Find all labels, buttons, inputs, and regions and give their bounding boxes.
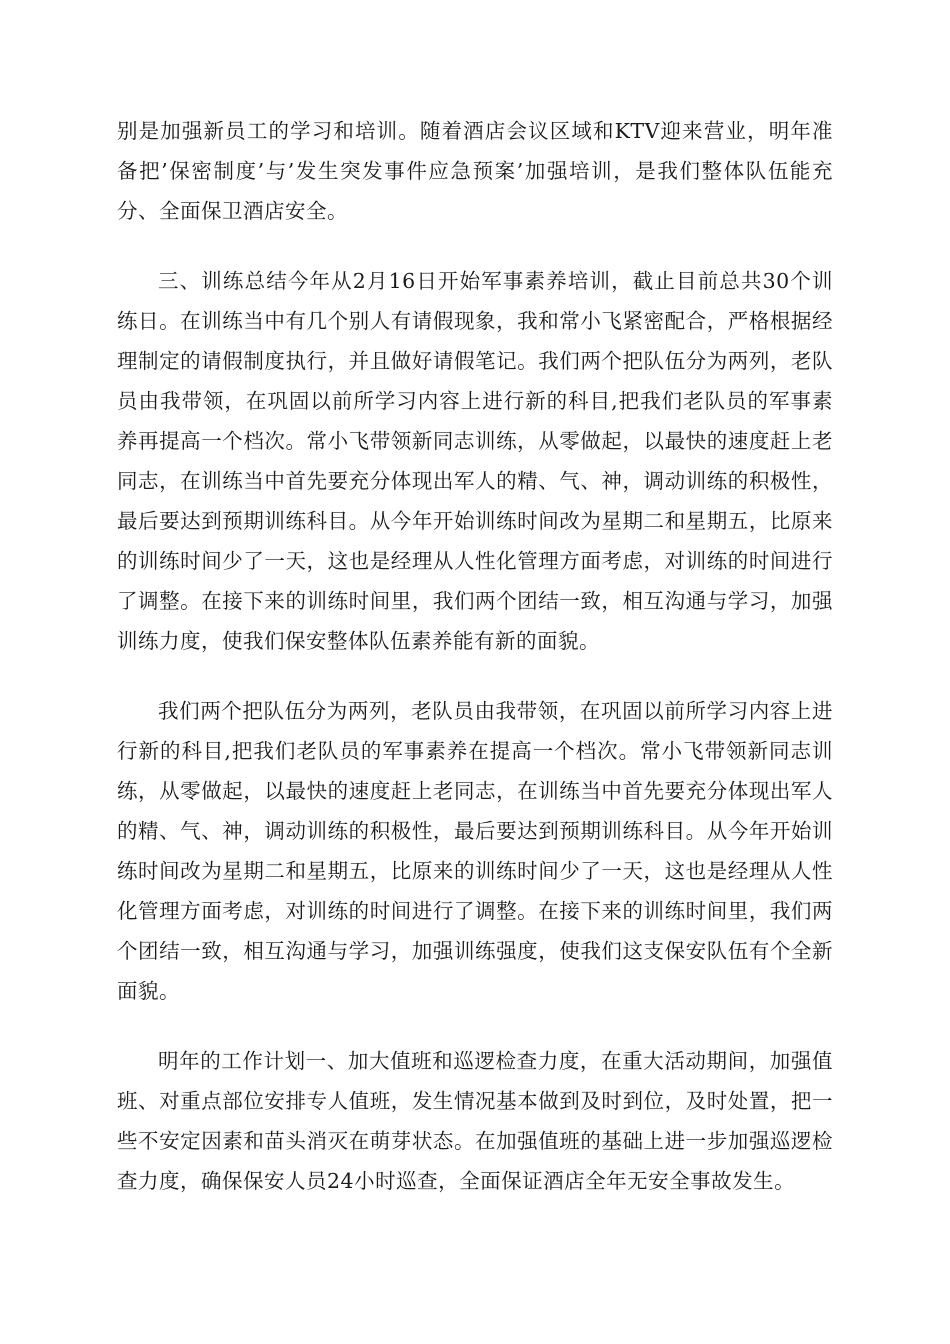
document-body	[117, 111, 833, 1231]
paragraph-1: 别是加强新员工的学习和培训。随着酒店会议区域和KTV迎来营业，明年准备把’保密制度’与’发生突发事件应急预案’加强培训，是我们整体队伍能充分、全面保卫酒店安全。	[117, 119, 833, 223]
paragraph-4: 明年的工作计划一、加大值班和巡逻检查力度，在重大活动期间，加强值班、对重点部位安排专人值班，发生情况基本做到及时到位，及时处置，把一些不安定因素和苗头消灭在萌芽状态。在加强值班的基础上进一步加强巡逻检查力度，确保保安人员24小时巡查，全面保证酒店全年无安全事故发生。	[117, 1049, 833, 1193]
paragraph-3: 我们两个把队伍分为两列，老队员由我带领，在巩固以前所学习内容上进行新的科目,把我们老队员的军事素养在提高一个档次。常小飞带领新同志训练，从零做起，以最快的速度赶上老同志，在训练当中首先要充分体现出军人的精、气、神，调动训练的积极性，最后要达到预期训练科目。从今年开始训练时间改为星期二和星期五，比原来的训练时间少了一天，这也是经理从人性化管理方面考虑，对训练的时间进行了调整。在接下来的训练时间里，我们两个团结一致，相互沟通与学习，加强训练强度，使我们这支保安队伍有个全新面貌。	[117, 699, 833, 1003]
paragraph-2: 三、训练总结今年从2月16日开始军事素养培训，截止目前总共30个训练日。在训练当中有几个别人有请假现象，我和常小飞紧密配合，严格根据经理制定的请假制度执行，并且做好请假笔记。我们两个把队伍分为两列，老队员由我带领，在巩固以前所学习内容上进行新的科目,把我们老队员的军事素养再提高一个档次。常小飞带领新同志训练，从零做起，以最快的速度赶上老同志，在训练当中首先要充分体现出军人的精、气、神，调动训练的积极性，最后要达到预期训练科目。从今年开始训练时间改为星期二和星期五，比原来的训练时间少了一天，这也是经理从人性化管理方面考虑，对训练的时间进行了调整。在接下来的训练时间里，我们两个团结一致，相互沟通与学习，加强训练力度，使我们保安整体队伍素养能有新的面貌。	[117, 269, 833, 653]
